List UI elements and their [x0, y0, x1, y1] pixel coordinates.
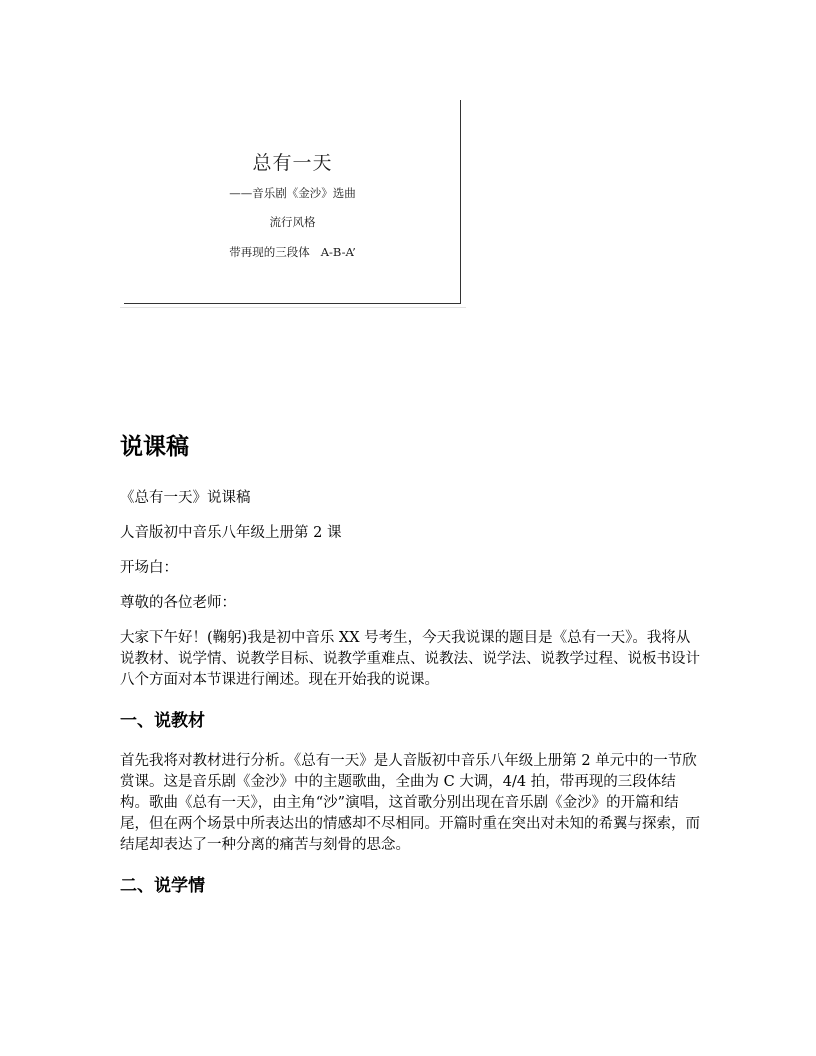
slide-divider	[120, 307, 466, 308]
slide-style: 流行风格	[269, 215, 316, 229]
slide-title: 总有一天	[252, 152, 333, 174]
intro-paragraph: 大家下午好！(鞠躬)我是初中音乐 XX 号考生，今天我说课的题目是《总有一天》。我将从说教材、说学情、说教学目标、说教学重难点、说教法、说学法、说教学过程、说板书设计八个方面对本节课进行阐述。现在开始我的说课。	[120, 630, 700, 688]
opening-label: 开场白：	[120, 560, 178, 576]
lesson-title-line: 《总有一天》说课稿	[120, 490, 251, 506]
slide-subtitle: ——音乐剧《金沙》选曲	[229, 186, 356, 200]
slide-image	[120, 100, 466, 310]
textbook-analysis-paragraph: 首先我将对教材进行分析。《总有一天》是人音版初中音乐八年级上册第 2 单元中的一节欣赏课。这是音乐剧《金沙》中的主题歌曲，全曲为 C 大调，4/4 拍，带再现的三段体结构。歌曲《总有一天》，由主角“沙”演唱，这首歌分别出现在音乐剧《金沙》的开篇和结尾，但在两个场景中所表达出的情感却不尽相同。开篇时重在突出对未知的希翼与探索，而结尾却表达了一种分离的痛苦与刻骨的思念。	[120, 753, 700, 853]
textbook-line: 人音版初中音乐八年级上册第 2 课	[120, 525, 342, 541]
slide-form: 带再现的三段体 A-B-A’	[229, 245, 356, 259]
slide-panel	[124, 100, 461, 304]
section-heading-textbook: 一、说教材	[120, 711, 205, 731]
document-body	[120, 430, 700, 916]
section-heading-students: 二、说学情	[120, 876, 205, 896]
document-title: 说课稿	[120, 434, 189, 460]
greeting-line: 尊敬的各位老师：	[120, 595, 236, 611]
